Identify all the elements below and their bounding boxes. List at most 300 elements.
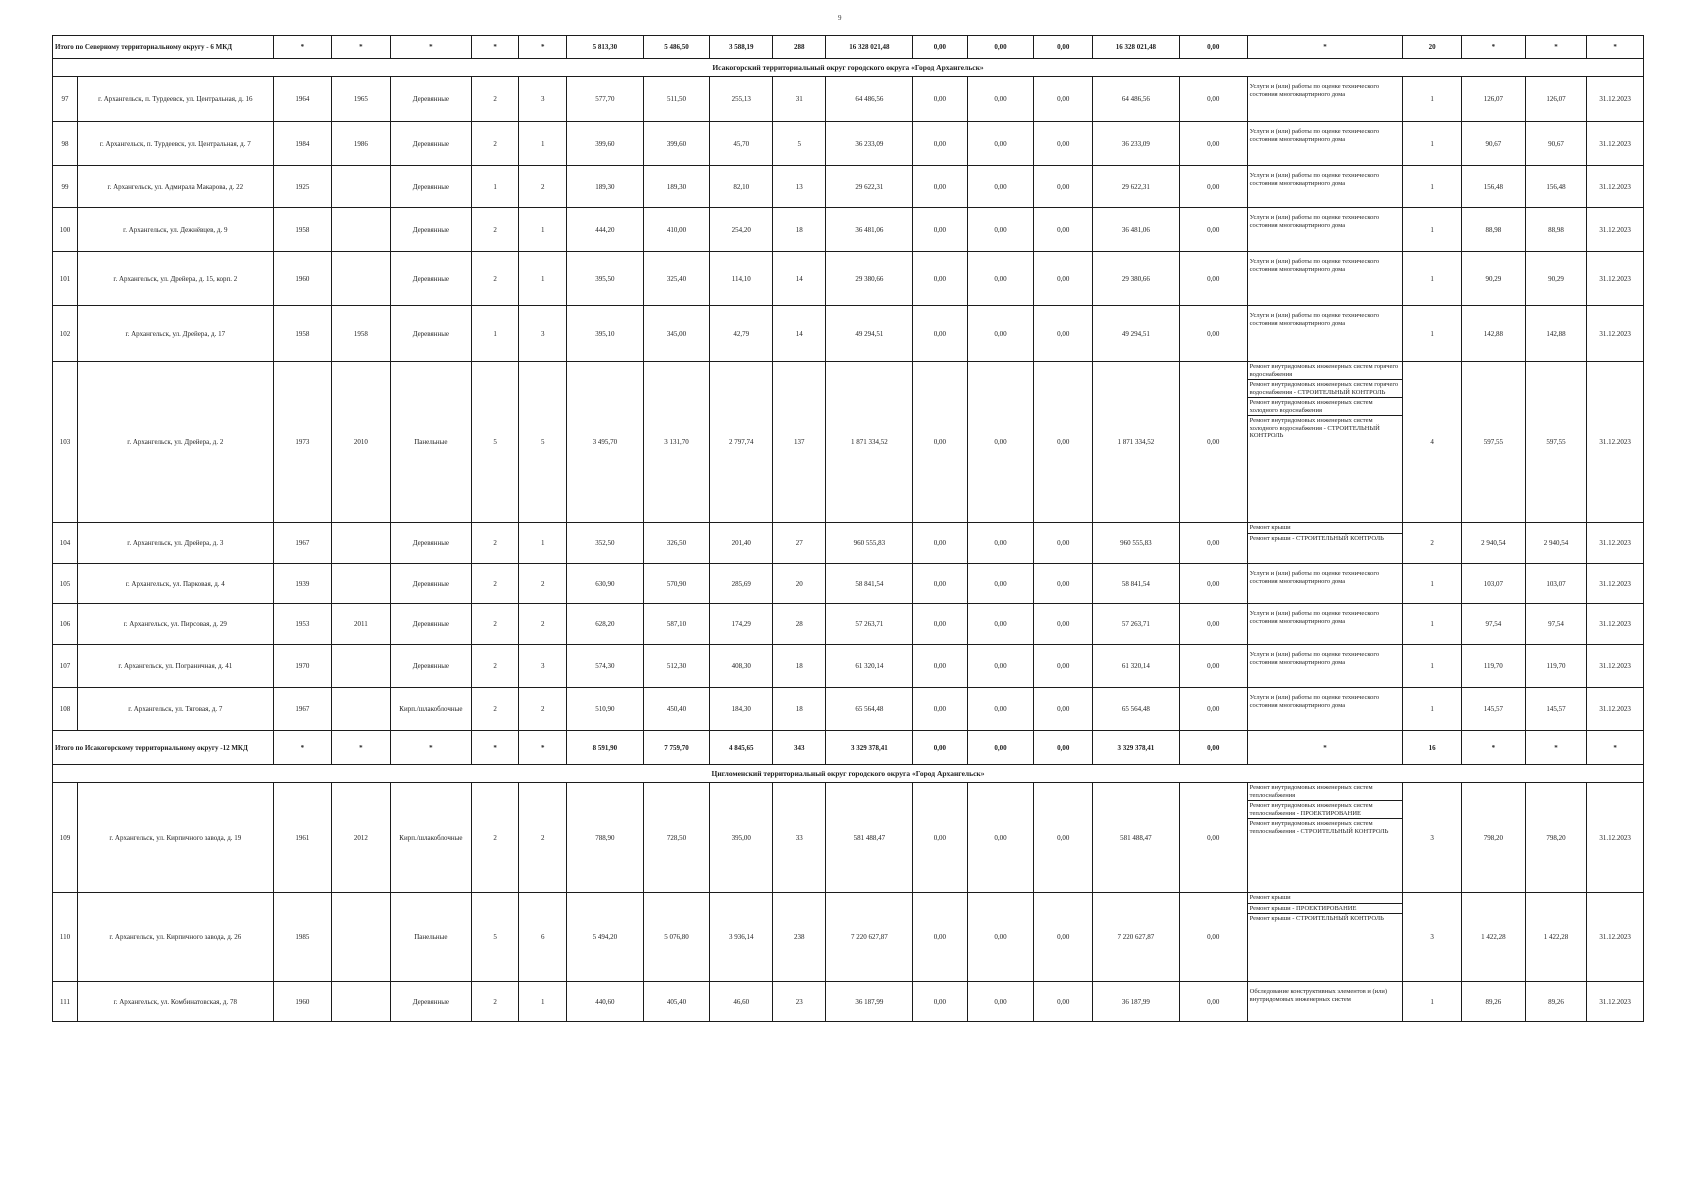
works-list [1247,893,1403,982]
total-area: 440,60 [567,982,643,1022]
rooms-area: 325,40 [643,252,710,306]
fund-local: 0,00 [1034,564,1093,604]
fund-federal: 0,00 [913,783,967,893]
address: г. Архангельск, ул. Дрейера, д. 15, корп. 2 [78,252,273,306]
work-item: Услуги и (или) работы по оценке технического состояния многоквартирного дома [1249,214,1380,229]
total-area: 788,90 [567,783,643,893]
rooms-area: 399,60 [643,122,710,166]
fund-other: 0,00 [1179,783,1247,893]
deadline: 31.12.2023 [1587,982,1644,1022]
works-count: 1 [1403,306,1462,362]
floors: 2 [472,645,519,688]
work-item: Обследование конструктивных элементов и (или) внутридомовых инженерных систем [1249,988,1388,1003]
fund-local: 0,00 [1034,604,1093,645]
total-area: 577,70 [567,77,643,122]
unit-cost: 142,88 [1461,306,1525,362]
floors: 2 [472,982,519,1022]
max-unit-cost: 2 940,54 [1525,523,1587,564]
year-built: 1973 [273,362,332,523]
rooms-area: 405,40 [643,982,710,1022]
residents: 5 [773,122,826,166]
deadline: 31.12.2023 [1587,362,1644,523]
work-item: Услуги и (или) работы по оценке технического состояния многоквартирного дома [1249,610,1380,625]
cost-total: 29 380,66 [826,252,913,306]
works-stack [1248,564,1403,586]
rooms-area: 587,10 [643,604,710,645]
summary-cell: 16 328 021,48 [1092,36,1179,59]
residents: 20 [773,564,826,604]
summary-cell: 3 588,19 [710,36,773,59]
address: г. Архангельск, ул. Комбинатовская, д. 78 [78,982,273,1022]
entrances: 3 [519,645,567,688]
work-item: Ремонт крыши [1248,893,1403,904]
summary-cell: 288 [773,36,826,59]
works-stack [1248,982,1403,1004]
residential-area: 82,10 [710,166,773,208]
section-header-row [53,59,1644,77]
floors: 2 [472,604,519,645]
unit-cost: 156,48 [1461,166,1525,208]
works-list [1247,362,1403,523]
work-item: Ремонт крыши [1248,523,1403,534]
residential-area: 285,69 [710,564,773,604]
fund-local: 0,00 [1034,982,1093,1022]
deadline: 31.12.2023 [1587,523,1644,564]
year-built: 1967 [273,523,332,564]
floors: 5 [472,362,519,523]
fund-local: 0,00 [1034,783,1093,893]
unit-cost: 2 940,54 [1461,523,1525,564]
table-row [53,166,1644,208]
fund-owners: 581 488,47 [1092,783,1179,893]
unit-cost: 126,07 [1461,77,1525,122]
year-last-repair [332,893,391,982]
wall-material: Деревянные [390,208,472,252]
cost-total: 49 294,51 [826,306,913,362]
fund-federal: 0,00 [913,306,967,362]
summary-cell: 20 [1403,36,1462,59]
work-item: Услуги и (или) работы по оценке технического состояния многоквартирного дома [1249,312,1380,327]
works-list [1247,688,1403,731]
max-unit-cost: 119,70 [1525,645,1587,688]
cost-total: 61 320,14 [826,645,913,688]
address: г. Архангельск, ул. Дежнёвцев, д. 9 [78,208,273,252]
residential-area: 45,70 [710,122,773,166]
max-unit-cost: 88,98 [1525,208,1587,252]
fund-local: 0,00 [1034,166,1093,208]
deadline: 31.12.2023 [1587,166,1644,208]
fund-regional: 0,00 [967,252,1034,306]
address: г. Архангельск, ул. Пограничная, д. 41 [78,645,273,688]
summary-cell: 0,00 [1179,36,1247,59]
unit-cost: 88,98 [1461,208,1525,252]
summary-cell: * [273,36,332,59]
floors: 2 [472,208,519,252]
address: г. Архангельск, ул. Кирпичного завода, д. 26 [78,893,273,982]
rooms-area: 450,40 [643,688,710,731]
works-stack [1248,783,1403,836]
year-last-repair: 1958 [332,306,391,362]
fund-local: 0,00 [1034,362,1093,523]
unit-cost: 90,29 [1461,252,1525,306]
fund-regional: 0,00 [967,604,1034,645]
residents: 31 [773,77,826,122]
unit-cost: 597,55 [1461,362,1525,523]
year-built: 1953 [273,604,332,645]
summary-cell: 5 813,30 [567,36,643,59]
fund-owners: 49 294,51 [1092,306,1179,362]
address: г. Архангельск, ул. Тяговая, д. 7 [78,688,273,731]
summary-cell: 0,00 [1034,36,1093,59]
fund-other: 0,00 [1179,982,1247,1022]
summary-cell: 3 329 378,41 [1092,731,1179,765]
cost-total: 7 220 627,87 [826,893,913,982]
residents: 13 [773,166,826,208]
deadline: 31.12.2023 [1587,77,1644,122]
year-built: 1967 [273,688,332,731]
floors: 2 [472,77,519,122]
fund-other: 0,00 [1179,166,1247,208]
max-unit-cost: 156,48 [1525,166,1587,208]
table-row [53,208,1644,252]
year-built: 1970 [273,645,332,688]
address: г. Архангельск, ул. Дрейера, д. 2 [78,362,273,523]
table-row [53,306,1644,362]
max-unit-cost: 103,07 [1525,564,1587,604]
fund-local: 0,00 [1034,252,1093,306]
max-unit-cost: 798,20 [1525,783,1587,893]
unit-cost: 798,20 [1461,783,1525,893]
cost-total: 29 622,31 [826,166,913,208]
works-stack [1248,645,1403,667]
summary-cell: 343 [773,731,826,765]
deadline: 31.12.2023 [1587,645,1644,688]
fund-owners: 36 481,06 [1092,208,1179,252]
rooms-area: 728,50 [643,783,710,893]
total-area: 3 495,70 [567,362,643,523]
max-unit-cost: 126,07 [1525,77,1587,122]
max-unit-cost: 97,54 [1525,604,1587,645]
entrances: 1 [519,122,567,166]
fund-regional: 0,00 [967,306,1034,362]
fund-regional: 0,00 [967,362,1034,523]
cost-total: 58 841,54 [826,564,913,604]
row-number: 109 [53,783,78,893]
fund-other: 0,00 [1179,122,1247,166]
residents: 27 [773,523,826,564]
fund-regional: 0,00 [967,523,1034,564]
max-unit-cost: 90,29 [1525,252,1587,306]
summary-cell: * [1587,731,1644,765]
works-count: 1 [1403,688,1462,731]
rooms-area: 570,90 [643,564,710,604]
works-list [1247,604,1403,645]
residential-area: 46,60 [710,982,773,1022]
entrances: 1 [519,523,567,564]
works-list [1247,166,1403,208]
rooms-area: 3 131,70 [643,362,710,523]
summary-cell: 0,00 [967,36,1034,59]
deadline: 31.12.2023 [1587,252,1644,306]
row-number: 99 [53,166,78,208]
floors: 2 [472,252,519,306]
works-stack [1248,77,1403,99]
max-unit-cost: 145,57 [1525,688,1587,731]
residents: 238 [773,893,826,982]
wall-material: Деревянные [390,252,472,306]
fund-owners: 61 320,14 [1092,645,1179,688]
work-item: Услуги и (или) работы по оценке технического состояния многоквартирного дома [1249,128,1380,143]
works-stack [1248,306,1403,328]
entrances: 6 [519,893,567,982]
row-number: 102 [53,306,78,362]
summary-cell: * [1525,731,1587,765]
fund-local: 0,00 [1034,645,1093,688]
year-last-repair: 2012 [332,783,391,893]
rooms-area: 5 076,80 [643,893,710,982]
section-title: Исакогорский территориальный округ городского округа «Город Архангельск» [53,59,1644,77]
wall-material: Кирп./шлакоблочные [390,783,472,893]
total-area: 444,20 [567,208,643,252]
entrances: 1 [519,208,567,252]
wall-material: Деревянные [390,77,472,122]
unit-cost: 90,67 [1461,122,1525,166]
fund-local: 0,00 [1034,306,1093,362]
fund-local: 0,00 [1034,208,1093,252]
address: г. Архангельск, п. Турдеевск, ул. Центральная, д. 16 [78,77,273,122]
year-last-repair: 1965 [332,77,391,122]
work-item: Услуги и (или) работы по оценке технического состояния многоквартирного дома [1249,83,1380,98]
fund-other: 0,00 [1179,645,1247,688]
year-last-repair: 1986 [332,122,391,166]
year-last-repair [332,645,391,688]
year-last-repair [332,208,391,252]
work-item: Ремонт внутридомовых инженерных систем горячего водоснабжения - СТРОИТЕЛЬНЫЙ КОНТРОЛЬ [1248,380,1403,398]
unit-cost: 1 422,28 [1461,893,1525,982]
summary-cell: * [1247,36,1403,59]
fund-federal: 0,00 [913,252,967,306]
year-last-repair: 2011 [332,604,391,645]
year-built: 1958 [273,208,332,252]
unit-cost: 89,26 [1461,982,1525,1022]
fund-other: 0,00 [1179,688,1247,731]
total-area: 395,50 [567,252,643,306]
summary-cell: 0,00 [1034,731,1093,765]
table-row [53,604,1644,645]
floors: 2 [472,783,519,893]
cost-total: 64 486,56 [826,77,913,122]
address: г. Архангельск, п. Турдеевск, ул. Центральная, д. 7 [78,122,273,166]
table-row [53,893,1644,982]
summary-cell: * [519,731,567,765]
residents: 137 [773,362,826,523]
table-row [53,645,1644,688]
table-row [53,362,1644,523]
cost-total: 57 263,71 [826,604,913,645]
fund-federal: 0,00 [913,688,967,731]
row-number: 111 [53,982,78,1022]
address: г. Архангельск, ул. Парковая, д. 4 [78,564,273,604]
fund-other: 0,00 [1179,77,1247,122]
row-number: 98 [53,122,78,166]
entrances: 2 [519,604,567,645]
summary-cell: 0,00 [913,731,967,765]
fund-owners: 960 555,83 [1092,523,1179,564]
work-item: Ремонт крыши - СТРОИТЕЛЬНЫЙ КОНТРОЛЬ [1249,915,1384,922]
row-number: 107 [53,645,78,688]
works-count: 4 [1403,362,1462,523]
total-area: 630,90 [567,564,643,604]
residential-area: 42,79 [710,306,773,362]
rooms-area: 189,30 [643,166,710,208]
section-header-row [53,765,1644,783]
entrances: 5 [519,362,567,523]
unit-cost: 103,07 [1461,564,1525,604]
year-last-repair [332,688,391,731]
fund-regional: 0,00 [967,208,1034,252]
fund-regional: 0,00 [967,564,1034,604]
address: г. Архангельск, ул. Дрейера, д. 17 [78,306,273,362]
summary-cell: * [390,731,472,765]
residential-area: 254,20 [710,208,773,252]
year-built: 1961 [273,783,332,893]
row-number: 110 [53,893,78,982]
summary-cell: * [1525,36,1587,59]
residential-area: 201,40 [710,523,773,564]
work-item: Ремонт внутридомовых инженерных систем теплоснабжения - СТРОИТЕЛЬНЫЙ КОНТРОЛЬ [1249,820,1389,835]
fund-federal: 0,00 [913,982,967,1022]
floors: 1 [472,306,519,362]
residential-area: 395,00 [710,783,773,893]
residents: 18 [773,688,826,731]
fund-federal: 0,00 [913,362,967,523]
summary-cell: * [519,36,567,59]
table-row [53,564,1644,604]
table-row [53,523,1644,564]
residential-area: 3 936,14 [710,893,773,982]
fund-local: 0,00 [1034,893,1093,982]
cost-total: 36 187,99 [826,982,913,1022]
works-count: 3 [1403,783,1462,893]
summary-cell: * [390,36,472,59]
deadline: 31.12.2023 [1587,604,1644,645]
wall-material: Деревянные [390,122,472,166]
max-unit-cost: 1 422,28 [1525,893,1587,982]
entrances: 2 [519,783,567,893]
year-built: 1939 [273,564,332,604]
fund-federal: 0,00 [913,208,967,252]
residents: 23 [773,982,826,1022]
max-unit-cost: 90,67 [1525,122,1587,166]
address: г. Архангельск, ул. Дрейера, д. 3 [78,523,273,564]
fund-other: 0,00 [1179,252,1247,306]
fund-other: 0,00 [1179,208,1247,252]
summary-cell: 16 [1403,731,1462,765]
fund-local: 0,00 [1034,77,1093,122]
year-built: 1925 [273,166,332,208]
works-count: 1 [1403,564,1462,604]
fund-federal: 0,00 [913,122,967,166]
works-count: 1 [1403,982,1462,1022]
max-unit-cost: 89,26 [1525,982,1587,1022]
wall-material: Панельные [390,893,472,982]
deadline: 31.12.2023 [1587,208,1644,252]
summary-cell: * [472,731,519,765]
works-stack [1248,208,1403,230]
year-last-repair [332,252,391,306]
summary-cell: * [1461,731,1525,765]
address: г. Архангельск, ул. Кирпичного завода, д. 19 [78,783,273,893]
residential-area: 2 797,74 [710,362,773,523]
works-list [1247,645,1403,688]
cost-total: 1 871 334,52 [826,362,913,523]
work-item: Услуги и (или) работы по оценке технического состояния многоквартирного дома [1249,172,1380,187]
works-stack [1248,252,1403,274]
fund-other: 0,00 [1179,604,1247,645]
wall-material: Деревянные [390,564,472,604]
rooms-area: 345,00 [643,306,710,362]
wall-material: Деревянные [390,982,472,1022]
works-count: 1 [1403,77,1462,122]
floors: 2 [472,564,519,604]
residents: 14 [773,306,826,362]
fund-federal: 0,00 [913,604,967,645]
fund-other: 0,00 [1179,564,1247,604]
summary-cell: * [332,36,391,59]
rooms-area: 512,30 [643,645,710,688]
entrances: 2 [519,166,567,208]
total-area: 510,90 [567,688,643,731]
wall-material: Кирп./шлакоблочные [390,688,472,731]
work-item: Услуги и (или) работы по оценке технического состояния многоквартирного дома [1249,694,1380,709]
works-stack [1248,893,1403,924]
works-count: 1 [1403,604,1462,645]
table-body [53,36,1644,1022]
fund-owners: 57 263,71 [1092,604,1179,645]
year-last-repair [332,166,391,208]
works-stack [1248,523,1403,543]
year-built: 1960 [273,252,332,306]
entrances: 1 [519,252,567,306]
fund-regional: 0,00 [967,783,1034,893]
summary-cell: * [1247,731,1403,765]
residents: 28 [773,604,826,645]
row-number: 108 [53,688,78,731]
year-built: 1985 [273,893,332,982]
rooms-area: 511,50 [643,77,710,122]
works-count: 1 [1403,208,1462,252]
fund-federal: 0,00 [913,564,967,604]
floors: 2 [472,523,519,564]
entrances: 1 [519,982,567,1022]
fund-regional: 0,00 [967,645,1034,688]
works-list [1247,252,1403,306]
cost-total: 581 488,47 [826,783,913,893]
table-row [53,982,1644,1022]
summary-cell: * [332,731,391,765]
wall-material: Деревянные [390,523,472,564]
total-area: 5 494,20 [567,893,643,982]
wall-material: Панельные [390,362,472,523]
cost-total: 36 481,06 [826,208,913,252]
work-item: Ремонт внутридомовых инженерных систем теплоснабжения - ПРОЕКТИРОВАНИЕ [1248,801,1403,819]
work-item: Ремонт внутридомовых инженерных систем холодного водоснабжения [1248,398,1403,416]
fund-regional: 0,00 [967,688,1034,731]
works-list [1247,523,1403,564]
summary-cell: 7 759,70 [643,731,710,765]
total-area: 574,30 [567,645,643,688]
year-built: 1964 [273,77,332,122]
